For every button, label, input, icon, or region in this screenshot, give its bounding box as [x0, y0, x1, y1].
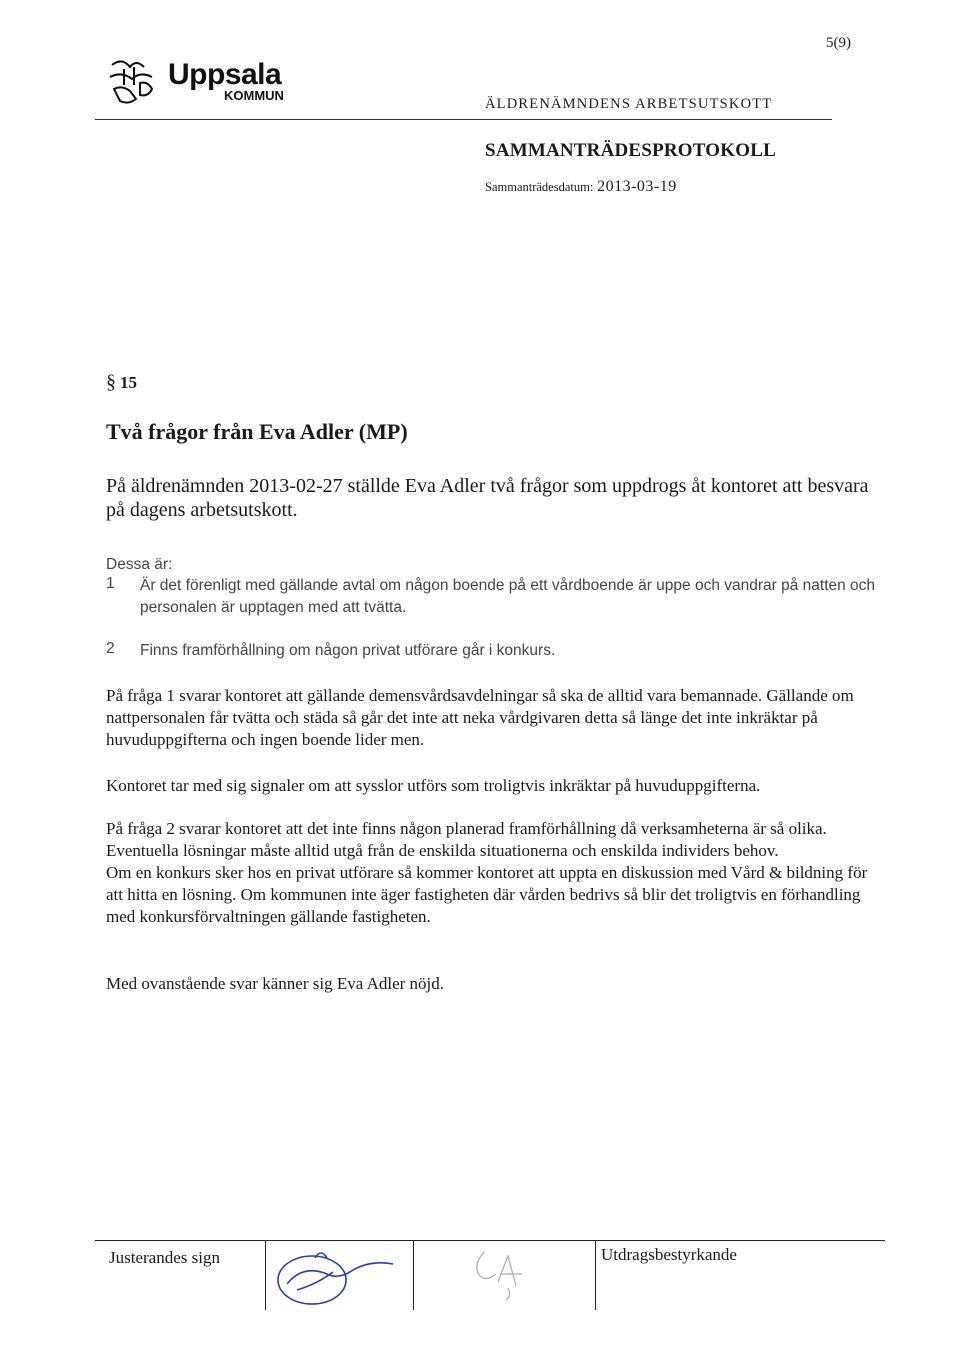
- footer-divider: [413, 1240, 414, 1310]
- footer-divider: [595, 1240, 596, 1310]
- section-number: 15: [120, 373, 137, 392]
- answer-two-part-a: På fråga 2 svarar kontoret att det inte finns någon planerad framförhållning då verksamheterna är så olika. Eventuella lösningar måste alltid utgå från de enskilda situationerna och enskilda individers behov.: [106, 819, 827, 860]
- answer-two-part-b: Om en konkurs sker hos en privat utförare så kommer kontoret att uppta en diskussion med Vård & bildning för att hitta en lösning. Om kommunen inte äger fastigheten där vården bedrivs så blir det troligtvis en förhandling med konkursförvaltningen gällande fastigheten.: [106, 863, 868, 926]
- protocol-title: SAMMANTRÄDESPROTOKOLL: [485, 140, 776, 161]
- logo-sub: KOMMUN: [224, 88, 284, 103]
- handwritten-initials: [450, 1242, 560, 1302]
- question-number: 2: [106, 640, 115, 657]
- sign-label: Justerandes sign: [109, 1248, 220, 1267]
- paragraph-mark: [106, 371, 137, 394]
- footer-divider: [265, 1240, 266, 1310]
- header-rule: [95, 119, 832, 120]
- questions-heading: Dessa är:: [106, 556, 173, 573]
- page-number: 5(9): [826, 35, 851, 51]
- question-number: 1: [106, 575, 115, 592]
- section-title: Två frågor från Eva Adler (MP): [106, 419, 408, 444]
- committee-name: ÄLDRENÄMNDENS ARBETSUTSKOTT: [485, 96, 773, 112]
- intro-paragraph: På äldrenämnden 2013-02-27 ställde Eva Adler två frågor som uppdrogs åt kontoret att besvara på dagens arbetsutskott.: [106, 475, 869, 521]
- footer-rule: [95, 1240, 885, 1241]
- logo-name: Uppsala: [168, 58, 282, 91]
- meeting-date-label: Sammanträdesdatum:: [485, 180, 594, 194]
- section-sign: §: [106, 371, 116, 393]
- meeting-date: [485, 178, 677, 196]
- meeting-date-value: 2013-03-19: [597, 178, 677, 195]
- answer-two-paragraph: [106, 818, 876, 928]
- question-text: Finns framförhållning om någon privat utförare går i konkurs.: [140, 642, 556, 659]
- answer-one-paragraph: På fråga 1 svarar kontoret att gällande demensvårdsavdelningar så ska de alltid vara bemannade. Gällande om nattpersonalen får tvätta och städa så går det inte att neka vårdgivaren detta så länge det inte inkräktar på huvuduppgifterna och ingen boende lider men.: [106, 686, 854, 749]
- handwritten-signature: [267, 1240, 412, 1310]
- signature-footer: [95, 1240, 885, 1310]
- closing-paragraph: Med ovanstående svar känner sig Eva Adler nöjd.: [106, 974, 445, 993]
- signals-paragraph: Kontoret tar med sig signaler om att sysslor utförs som troligtvis inkräktar på huvuduppgifterna.: [106, 776, 761, 795]
- question-text: Är det förenligt med gällande avtal om någon boende på ett vårdboende är uppe och vandrar på natten och personalen är upptagen med att tvätta.: [140, 577, 876, 616]
- extract-label: Utdragsbestyrkande: [601, 1245, 737, 1264]
